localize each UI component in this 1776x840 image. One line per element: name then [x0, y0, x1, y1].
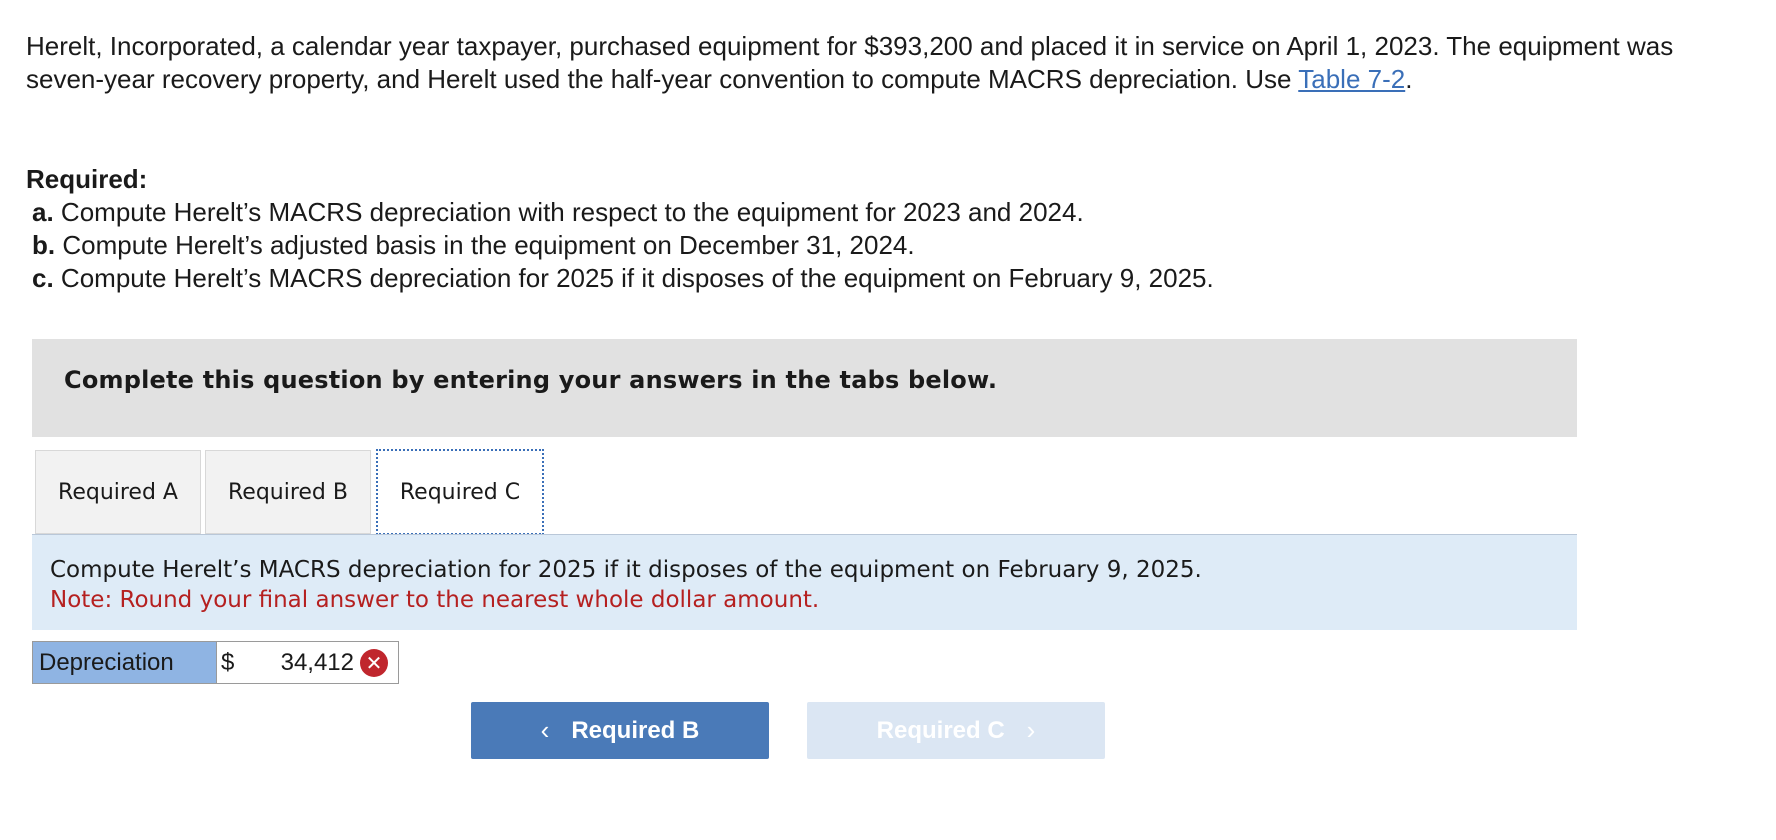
table-7-2-link[interactable]: Table 7-2 [1298, 64, 1406, 94]
depreciation-input[interactable] [237, 646, 354, 679]
tab-required-c[interactable]: Required C [376, 449, 544, 535]
required-list [26, 163, 1214, 295]
panel-note: Note: Round your final answer to the nearest whole dollar amount. [50, 587, 820, 613]
instruction-text: Complete this question by entering your answers in the tabs below. [64, 366, 998, 394]
tab-required-a[interactable]: Required A [35, 450, 201, 534]
required-item-text: Compute Herelt’s MACRS depreciation with respect to the equipment for 2023 and 2024. [60, 197, 1084, 227]
tab-required-b[interactable]: Required B [205, 450, 371, 534]
wrong-x-icon: ✕ [360, 649, 388, 677]
required-item-text: Compute Herelt’s MACRS depreciation for 2025 if it disposes of the equipment on February 9, 2025. [60, 263, 1214, 293]
next-required-c-button[interactable] [807, 702, 1105, 759]
currency-symbol: $ [221, 649, 235, 676]
instruction-banner [32, 339, 1577, 437]
chevron-left-icon: ‹ [540, 715, 550, 745]
required-item-a [26, 196, 1214, 229]
required-item-b [26, 229, 1214, 262]
required-item-letter: b. [32, 230, 56, 260]
prev-button-label: Required B [571, 716, 700, 744]
next-button-label: Required C [876, 716, 1005, 744]
required-item-c [26, 262, 1214, 295]
problem-statement [26, 30, 1736, 96]
answer-row [32, 641, 399, 684]
answer-cell [217, 642, 398, 683]
depreciation-label: Depreciation [33, 642, 217, 683]
problem-text-end: . [1405, 64, 1413, 94]
problem-text: Herelt, Incorporated, a calendar year taxpayer, purchased equipment for $393,200 and placed it in service on April 1, 2023. The equipment was seven-year recovery property, and Herelt used the half-year convention to compute MACRS depreciation. Use [26, 31, 1674, 94]
required-item-letter: c. [32, 263, 54, 293]
prev-required-b-button[interactable] [471, 702, 769, 759]
required-heading: Required: [26, 164, 148, 194]
chevron-right-icon: › [1026, 715, 1036, 745]
question-panel [32, 535, 1577, 630]
panel-question: Compute Herelt’s MACRS depreciation for 2025 if it disposes of the equipment on February 9, 2025. [50, 557, 1202, 583]
required-item-text: Compute Herelt’s adjusted basis in the equipment on December 31, 2024. [62, 230, 915, 260]
required-item-letter: a. [32, 197, 54, 227]
